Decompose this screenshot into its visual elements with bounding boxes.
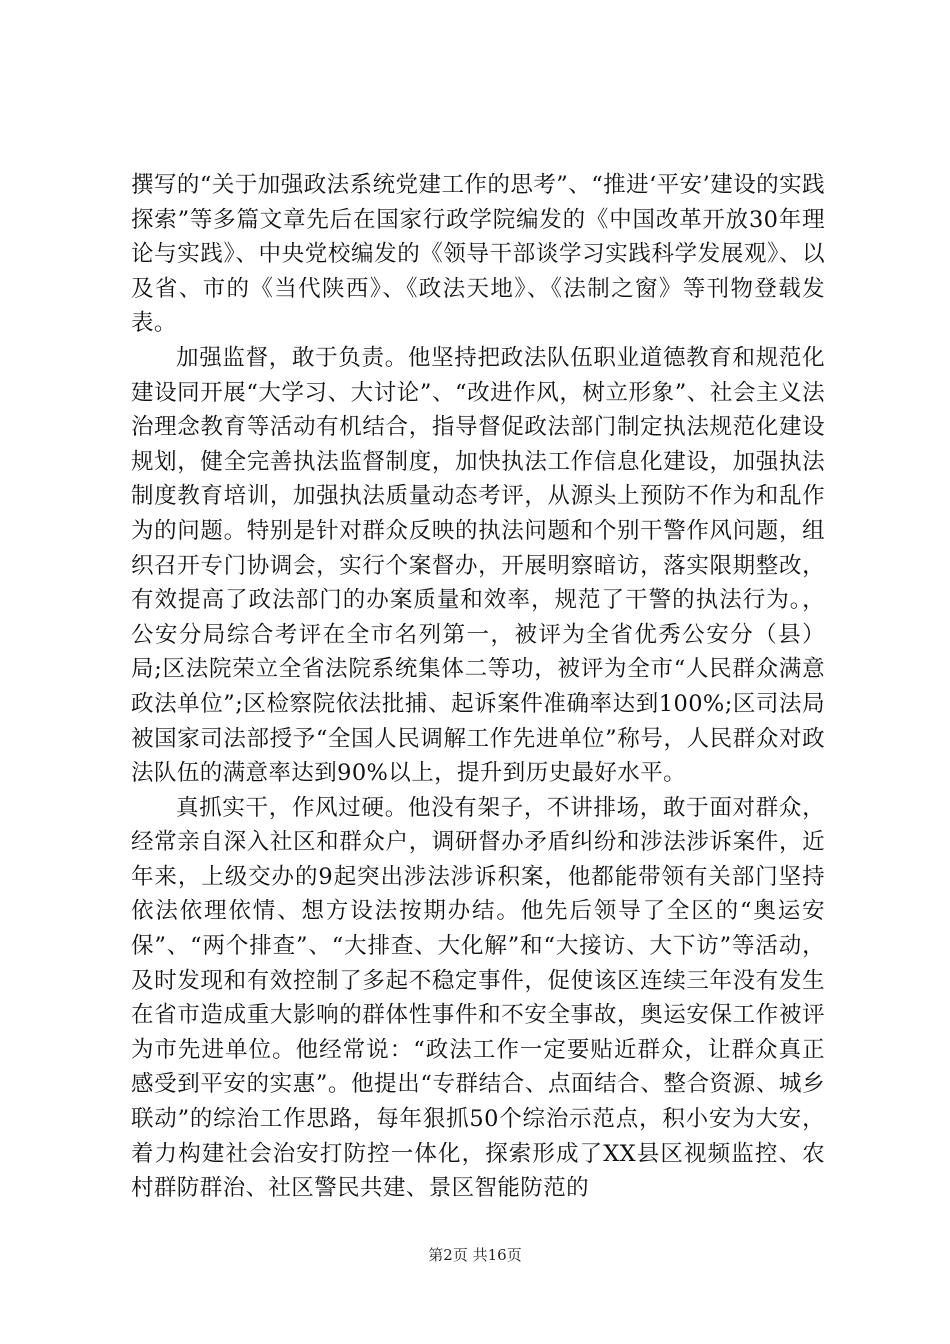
paragraph-practical-work: 真抓实干，作风过硬。他没有架子，不讲排场，敢于面对群众，经常亲自深入社区和群众户，调研督办矛盾纠纷和涉法涉诉案件，近年来，上级交办的9起突出涉法涉诉积案，他都能带领有关部门坚持依法依理依情、想方设法按期办结。他先后领导了全区的“奥运安保”、“两个排查”、“大排查、大化解”和“大接访、大下访”等活动，及时发现和有效控制了多起不稳定事件，促使该区连续三年没有发生在省市造成重大影响的群体性事件和不安全事故，奥运安保工作被评为市先进单位。他经常说：“政法工作一定要贴近群众，让群众真正感受到平安的实惠”。他提出“专群结合、点面结合、整合资源、城乡联动”的综治工作思路，每年狠抓50个综治示范点，积小安为大安，着力构建社会治安打防控一体化，探索形成了XX县区视频监控、农村群防群治、社区警民共建、景区智能防范的 [131, 794, 825, 1202]
paragraph-continuation: 撰写的“关于加强政法系统党建工作的思考”、“推进‘平安’建设的实践探索”等多篇文章先后在国家行政学院编发的《中国改革开放30年理论与实践》、中央党校编发的《领导干部谈学习实践科学发展观》、以及省、市的《当代陕西》、《政法天地》、《法制之窗》等刊物登载发表。 [131, 172, 825, 337]
page-number-footer: 第2页 共16页 [428, 1246, 522, 1264]
document-body [131, 168, 825, 1206]
paragraph-supervision: 加强监督，敢于负责。他坚持把政法队伍职业道德教育和规范化建设同开展“大学习、大讨论”、“改进作风，树立形象”、社会主义法治理念教育等活动有机结合，指导督促政法部门制定执法规范化建设规划，健全完善执法监督制度，加快执法工作信息化建设，加强执法制度教育培训，加强执法质量动态考评，从源头上预防不作为和乱作为的问题。特别是针对群众反映的执法问题和个别干警作风问题，组织召开专门协调会，实行个案督办，开展明察暗访，落实限期整改，有效提高了政法部门的办案质量和效率，规范了干警的执法行为。，公安分局综合考评在全市名列第一，被评为全省优秀公安分（县）局;区法院荣立全省法院系统集体二等功，被评为全市“人民群众满意政法单位”;区检察院依法批捕、起诉案件准确率达到100%;区司法局被国家司法部授予“全国人民调解工作先进单位”称号，人民群众对政法队伍的满意率达到90%以上，提升到历史最好水平。 [131, 344, 826, 787]
